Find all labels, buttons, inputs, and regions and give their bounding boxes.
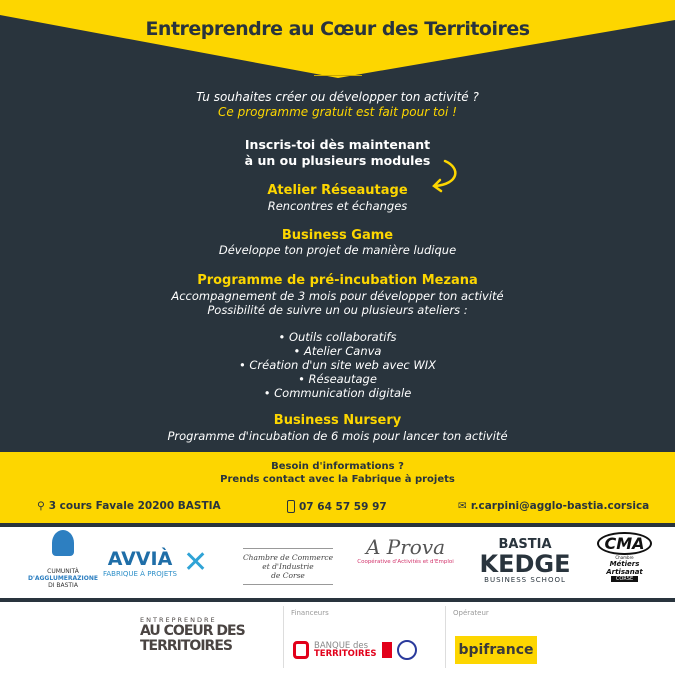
logo-a-prova: A Prova Coopérative d'Activités et d'Emploi bbox=[357, 535, 454, 565]
bullet-item: • Atelier Canva bbox=[293, 344, 382, 358]
operateur-label: Opérateur bbox=[453, 609, 489, 617]
module-desc: Développe ton projet de manière ludique bbox=[218, 243, 457, 257]
module-title: Business Game bbox=[281, 228, 394, 243]
phone-text[interactable]: 07 64 57 59 97 bbox=[299, 500, 387, 513]
module-title: Programme de pré-incubation Mezana bbox=[197, 273, 478, 288]
france-2030-icon bbox=[397, 640, 417, 660]
phone[interactable] bbox=[287, 500, 387, 513]
bullet-item: • Création d'un site web avec WIX bbox=[238, 358, 437, 372]
address bbox=[37, 500, 221, 512]
mail-icon: ✉ bbox=[458, 500, 467, 512]
info-line1: Besoin d'informations ? bbox=[271, 461, 404, 472]
financeurs-label: Financeurs bbox=[291, 609, 329, 617]
module-title: Atelier Réseautage bbox=[267, 183, 408, 198]
page-title: Entreprendre au Cœur des Territoires bbox=[145, 18, 530, 40]
cta-line2: à un ou plusieurs modules bbox=[244, 153, 431, 168]
divider bbox=[0, 598, 675, 602]
divider bbox=[0, 523, 675, 527]
yellow-chevron-banner bbox=[0, 0, 675, 100]
logo-banque-des-territoires: BANQUE des TERRITOIRES bbox=[293, 640, 417, 660]
address-text: 3 cours Favale 20200 BASTIA bbox=[48, 500, 221, 512]
cta-line1: Inscris-toi dès maintenant bbox=[244, 137, 431, 152]
hexagon-icon bbox=[293, 641, 309, 659]
logo-kedge: BASTIA KEDGE BUSINESS SCHOOL bbox=[479, 537, 571, 584]
bullet-item: • Communication digitale bbox=[263, 386, 412, 400]
tower-emblem-icon bbox=[52, 530, 74, 556]
intro-highlight: Ce programme gratuit est fait pour toi ! bbox=[218, 105, 457, 119]
phone-icon bbox=[287, 500, 295, 513]
logo-avvia: AVVIÀ FABRIQUE À PROJETS ✕ bbox=[103, 545, 209, 580]
bullet-item: • Réseautage bbox=[298, 372, 377, 386]
title-divider bbox=[314, 75, 362, 76]
module-desc: Rencontres et échanges bbox=[267, 199, 408, 213]
module-desc: Programme d'incubation de 6 mois pour lancer ton activité bbox=[167, 429, 508, 443]
logo-cab: CUMUNITÀ D'AGGLUMERAZIONE DI BASTIA bbox=[28, 530, 98, 589]
logo-ect: ENTREPRENDRE AU COEUR DES TERRITOIRES bbox=[140, 616, 245, 654]
logo-bpifrance: bpifrance bbox=[455, 636, 537, 664]
divider bbox=[283, 606, 284, 668]
x-cross-icon: ✕ bbox=[183, 545, 209, 580]
intro-question: Tu souhaites créer ou développer ton activité ? bbox=[196, 90, 479, 104]
location-pin-icon: ⚲ bbox=[37, 500, 45, 512]
bullet-item: • Outils collaboratifs bbox=[278, 330, 397, 344]
module-desc: Possibilité de suivre un ou plusieurs ateliers : bbox=[207, 303, 468, 317]
module-title: Business Nursery bbox=[273, 413, 402, 428]
email-text[interactable]: r.carpini@agglo-bastia.corsica bbox=[470, 500, 650, 512]
republique-icon bbox=[382, 642, 392, 658]
module-desc: Accompagnement de 3 mois pour développer ton activité bbox=[171, 289, 504, 303]
logo-cci: Chambre de Commerce et d'Industrie de Corse bbox=[243, 548, 333, 585]
info-line2: Prends contact avec la Fabrique à projets bbox=[220, 474, 455, 485]
logo-cma: CMA Chambre Métiers Artisanat CORSE bbox=[592, 532, 657, 582]
email[interactable] bbox=[458, 500, 649, 512]
divider bbox=[445, 606, 446, 668]
